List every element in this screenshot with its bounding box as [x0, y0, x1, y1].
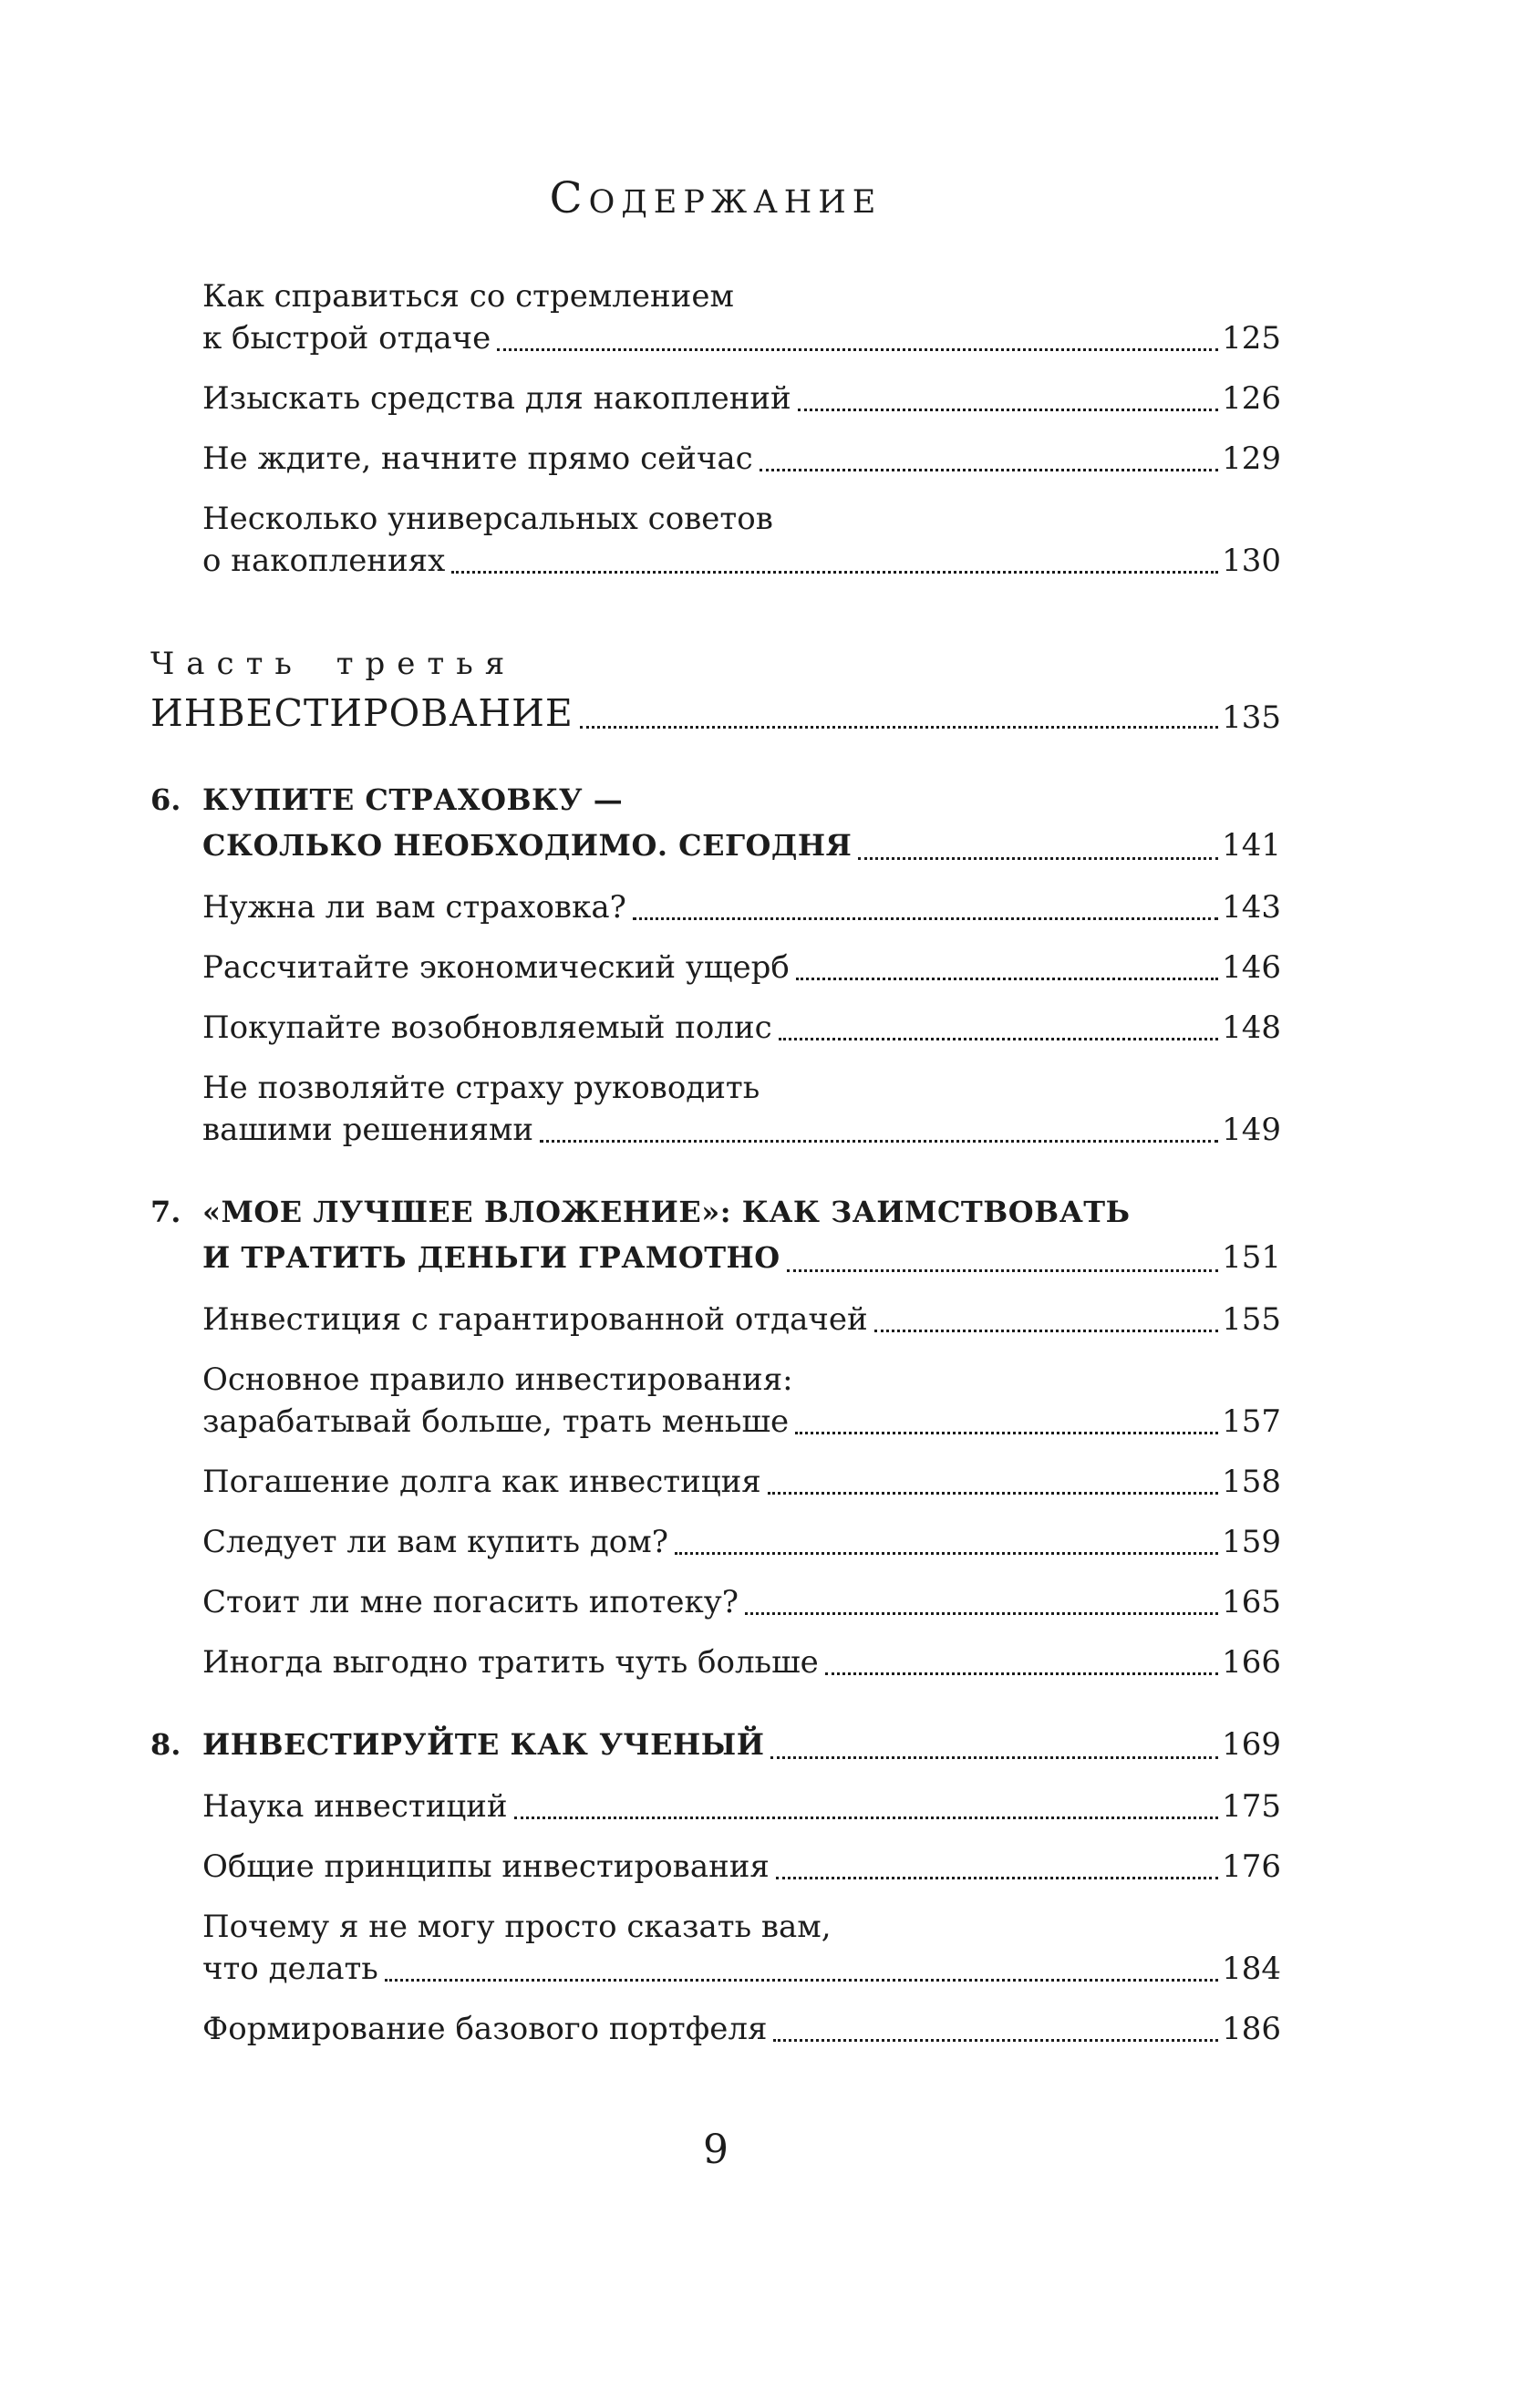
page-title-initial: С	[549, 173, 589, 223]
dotted-leader	[540, 1140, 1218, 1143]
entry-page-number: 148	[1222, 1009, 1281, 1046]
dotted-leader	[776, 1877, 1218, 1879]
entry-page-number: 125	[1222, 320, 1281, 357]
dotted-leader	[745, 1612, 1218, 1615]
dotted-leader	[451, 571, 1218, 574]
entry-page-number: 129	[1222, 440, 1281, 477]
toc-part-heading	[150, 640, 1281, 739]
entry-title-line1: Как справиться со стремлением	[202, 278, 734, 315]
entry-title: Покупайте возобновляемый полис	[202, 1009, 772, 1046]
part-kicker: Часть третья	[150, 646, 517, 682]
dotted-leader	[760, 469, 1218, 471]
part-title: ИНВЕСТИРОВАНИЕ	[150, 691, 574, 735]
dotted-leader	[787, 1269, 1218, 1272]
entry-title-line1: Почему я не могу просто сказать вам,	[202, 1909, 832, 1945]
entry-title: Формирование базового портфеля	[202, 2011, 768, 2047]
toc-content	[150, 171, 1281, 2068]
chapter-number: 8.	[150, 1727, 181, 1762]
dotted-leader	[773, 2039, 1218, 2042]
dotted-leader	[633, 917, 1218, 920]
dotted-leader	[874, 1330, 1218, 1332]
dotted-leader	[514, 1817, 1219, 1819]
toc-entry	[202, 1906, 1281, 1990]
entry-title: Стоит ли мне погасить ипотеку?	[202, 1584, 739, 1620]
entry-title-line1: Основное правило инвестирования:	[202, 1361, 793, 1398]
entry-title: Погашение долга как инвестиция	[202, 1464, 761, 1500]
dotted-leader	[779, 1038, 1218, 1040]
toc-entry	[202, 378, 1281, 419]
entry-page-number: 159	[1222, 1524, 1281, 1560]
toc-entry	[202, 1846, 1281, 1888]
entry-page-number: 135	[1222, 699, 1281, 736]
dotted-leader	[825, 1672, 1218, 1675]
entry-title-line1: Не позволяйте страху руководить	[202, 1070, 760, 1106]
entry-page-number: 186	[1222, 2011, 1281, 2047]
page-title-rest: ОДЕРЖАНИЕ	[588, 184, 883, 221]
toc-chapter-entry	[150, 777, 1281, 868]
toc-entry	[202, 438, 1281, 480]
toc-entry	[202, 1641, 1281, 1683]
entry-title: Общие принципы инвестирования	[202, 1848, 770, 1885]
toc-entry	[202, 1067, 1281, 1151]
toc-entry	[202, 1007, 1281, 1049]
dotted-leader	[795, 1432, 1218, 1434]
entry-page-number: 169	[1222, 1726, 1281, 1763]
entry-page-number: 165	[1222, 1584, 1281, 1620]
dotted-leader	[798, 409, 1218, 411]
dotted-leader	[768, 1492, 1218, 1495]
dotted-leader	[580, 726, 1218, 729]
entry-title: Наука инвестиций	[202, 1788, 508, 1825]
dotted-leader	[858, 857, 1218, 860]
toc-entry	[202, 1785, 1281, 1827]
toc-entry	[202, 1581, 1281, 1623]
chapter-title-line1: «МОЕ ЛУЧШЕЕ ВЛОЖЕНИЕ»: КАК ЗАИМСТВОВАТЬ	[202, 1195, 1131, 1229]
entry-page-number: 143	[1222, 889, 1281, 926]
toc-entry	[202, 498, 1281, 582]
toc-chapter-entry	[150, 1722, 1281, 1767]
toc-entry	[202, 1359, 1281, 1443]
entry-title: Не ждите, начните прямо сейчас	[202, 440, 753, 477]
entry-title: Рассчитайте экономический ущерб	[202, 949, 790, 986]
entry-title: Нужна ли вам страховка?	[202, 889, 626, 926]
dotted-leader	[770, 1756, 1218, 1759]
toc-entry	[202, 886, 1281, 928]
toc-entry	[202, 1521, 1281, 1563]
dotted-leader	[796, 978, 1218, 980]
entry-page-number: 184	[1222, 1951, 1281, 1987]
entry-title-line2: о накоплениях	[202, 543, 446, 579]
entry-title-line2: что делать	[202, 1951, 378, 1987]
entry-page-number: 158	[1222, 1464, 1281, 1500]
entry-page-number: 155	[1222, 1301, 1281, 1338]
toc-chapter-entry	[150, 1189, 1281, 1280]
entry-title-line2: зарабатывай больше, трать меньше	[202, 1403, 790, 1440]
entry-title: Иногда выгодно тратить чуть больше	[202, 1644, 819, 1681]
dotted-leader	[385, 1979, 1218, 1982]
dotted-leader	[675, 1552, 1218, 1555]
chapter-number: 6.	[150, 782, 181, 817]
entry-page-number: 157	[1222, 1403, 1281, 1440]
entry-page-number: 141	[1222, 827, 1281, 864]
entry-page-number: 175	[1222, 1788, 1281, 1825]
entry-page-number: 126	[1222, 380, 1281, 417]
toc-entry	[202, 2008, 1281, 2050]
entry-title: Инвестиция с гарантированной отдачей	[202, 1301, 868, 1338]
chapter-number: 7.	[150, 1195, 181, 1229]
entry-page-number: 149	[1222, 1112, 1281, 1148]
entry-title-line2: к быстрой отдаче	[202, 320, 491, 357]
entry-page-number: 130	[1222, 543, 1281, 579]
entry-page-number: 176	[1222, 1848, 1281, 1885]
folio-page-number: 9	[703, 2127, 729, 2173]
chapter-title-line2: И ТРАТИТЬ ДЕНЬГИ ГРАМОТНО	[202, 1240, 780, 1275]
page-title	[150, 171, 1281, 230]
chapter-title-line1: КУПИТЕ СТРАХОВКУ —	[202, 782, 624, 817]
chapter-title-line2: СКОЛЬКО НЕОБХОДИМО. СЕГОДНЯ	[202, 828, 853, 863]
entry-page-number: 146	[1222, 949, 1281, 986]
toc-entry	[202, 947, 1281, 988]
entry-page-number: 166	[1222, 1644, 1281, 1681]
toc-entry	[202, 1461, 1281, 1503]
entry-title-line2: вашими решениями	[202, 1112, 534, 1148]
entry-title: Изыскать средства для накоплений	[202, 380, 791, 417]
entry-title: Следует ли вам купить дом?	[202, 1524, 668, 1560]
chapter-title: ИНВЕСТИРУЙТЕ КАК УЧЕНЫЙ	[202, 1727, 765, 1762]
toc-entry	[202, 1299, 1281, 1340]
dotted-leader	[497, 348, 1218, 351]
toc-entry	[202, 275, 1281, 359]
entry-title-line1: Несколько универсальных советов	[202, 501, 773, 537]
entry-page-number: 151	[1222, 1239, 1281, 1276]
